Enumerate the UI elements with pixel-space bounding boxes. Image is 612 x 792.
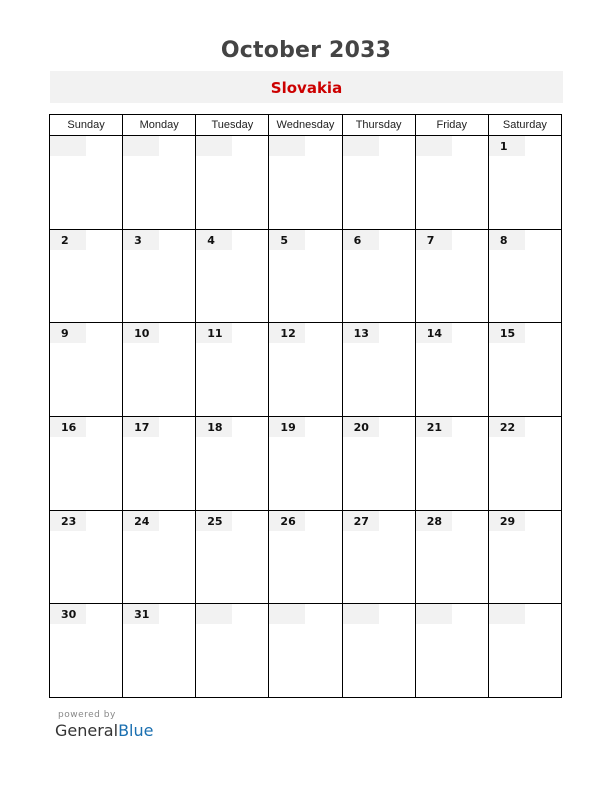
day-cell: [123, 416, 196, 510]
day-cell: [269, 416, 342, 510]
day-number: 6: [353, 233, 362, 247]
day-cell: [50, 323, 123, 417]
day-cell: [415, 604, 488, 698]
day-cell: [269, 510, 342, 604]
day-cell: [196, 229, 269, 323]
day-cell: [269, 229, 342, 323]
day-number-box: [50, 230, 86, 250]
week-row: [50, 604, 562, 698]
day-number-box: [416, 417, 452, 437]
brand-general-text: General: [55, 721, 119, 740]
day-cell: [123, 136, 196, 230]
day-cell: [196, 136, 269, 230]
day-number-box: [50, 136, 86, 156]
day-cell: [50, 604, 123, 698]
calendar-title: October 2033: [220, 38, 392, 63]
day-number: 2: [61, 233, 69, 247]
day-number: 3: [134, 233, 142, 247]
day-number: 23: [61, 514, 77, 528]
day-cell: [342, 323, 415, 417]
day-cell: [123, 323, 196, 417]
day-number: 5: [280, 233, 289, 247]
day-cell: [488, 229, 561, 323]
weekday-wednesday: Wednesday: [269, 115, 342, 136]
day-number-box: [343, 136, 379, 156]
day-number-box: [50, 604, 86, 624]
day-cell: [488, 510, 561, 604]
day-number-box: [489, 417, 525, 437]
day-number-box: [196, 230, 232, 250]
day-number: 24: [134, 514, 150, 528]
day-number-box: [343, 417, 379, 437]
day-number-box: [123, 604, 159, 624]
brand-blue-text: Blue: [118, 721, 154, 740]
day-number: 25: [207, 514, 223, 528]
week-row: [50, 229, 562, 323]
day-cell: [50, 510, 123, 604]
day-number-box: [489, 323, 525, 343]
week-row: [50, 136, 562, 230]
day-number-box: [416, 604, 452, 624]
day-number-box: [343, 511, 379, 531]
day-cell: [488, 604, 561, 698]
day-cell: [50, 136, 123, 230]
day-number-box: [196, 417, 232, 437]
day-number-box: [50, 511, 86, 531]
weekday-header-row: [50, 115, 562, 136]
day-number: 27: [353, 514, 369, 528]
country-name: Slovakia: [270, 79, 343, 97]
day-number-box: [50, 417, 86, 437]
day-number: 13: [353, 327, 369, 341]
day-cell: [196, 510, 269, 604]
day-number: 15: [499, 327, 516, 341]
weekday-saturday: Saturday: [488, 115, 561, 136]
day-number: 1: [499, 140, 508, 153]
week-row: [50, 323, 562, 417]
country-banner: [50, 71, 563, 103]
day-cell: [415, 510, 488, 604]
day-number-box: [123, 511, 159, 531]
weekday-monday: Monday: [123, 115, 196, 136]
day-number-box: [416, 323, 452, 343]
day-number-box: [416, 511, 452, 531]
day-number: 7: [426, 233, 435, 247]
day-number: 18: [207, 420, 223, 434]
day-number-box: [343, 230, 379, 250]
day-number-box: [196, 511, 232, 531]
day-cell: [196, 323, 269, 417]
day-cell: [269, 323, 342, 417]
week-row: [50, 416, 562, 510]
day-number-box: [123, 136, 159, 156]
day-cell: [342, 416, 415, 510]
day-cell: [196, 416, 269, 510]
day-number-box: [343, 323, 379, 343]
day-cell: [342, 136, 415, 230]
weekday-thursday: Thursday: [342, 115, 415, 136]
day-cell: [415, 416, 488, 510]
day-number: 20: [353, 420, 369, 434]
day-cell: [342, 604, 415, 698]
day-number-box: [269, 323, 305, 343]
day-number-box: [196, 136, 232, 156]
day-cell: [269, 604, 342, 698]
day-number: 21: [426, 420, 443, 434]
day-number-box: [343, 604, 379, 624]
day-number-box: [489, 511, 525, 531]
day-number: 17: [134, 420, 150, 434]
day-number: 22: [499, 420, 516, 434]
day-number-box: [123, 417, 159, 437]
day-cell: [415, 323, 488, 417]
day-cell: [342, 510, 415, 604]
day-number: 4: [207, 233, 215, 247]
day-number-box: [269, 136, 305, 156]
day-number-box: [416, 230, 452, 250]
day-number-box: [416, 136, 452, 156]
day-number-box: [50, 323, 86, 343]
day-cell: [123, 604, 196, 698]
day-number-box: [269, 604, 305, 624]
weekday-tuesday: Tuesday: [196, 115, 269, 136]
day-number: 19: [280, 420, 296, 434]
calendar-grid: [49, 114, 562, 698]
day-number-box: [123, 323, 159, 343]
day-cell: [415, 136, 488, 230]
day-number-box: [489, 604, 525, 624]
day-cell: [342, 229, 415, 323]
day-number: 26: [280, 514, 296, 528]
generalblue-logo[interactable]: [55, 721, 153, 740]
day-number: 31: [134, 608, 150, 622]
day-number-box: [489, 230, 525, 250]
day-cell: [50, 229, 123, 323]
day-number: 16: [61, 420, 77, 434]
weekday-sunday: Sunday: [50, 115, 123, 136]
day-number: 10: [134, 327, 150, 341]
day-number-box: [269, 417, 305, 437]
day-cell: [488, 416, 561, 510]
day-cell: [123, 510, 196, 604]
day-number-box: [123, 230, 159, 250]
day-cell: [415, 229, 488, 323]
week-row: [50, 510, 562, 604]
day-number: 12: [280, 327, 296, 341]
day-number-box: [269, 511, 305, 531]
day-number-box: [269, 230, 305, 250]
day-number: 14: [426, 327, 443, 341]
day-cell: [269, 136, 342, 230]
day-number: 28: [426, 514, 443, 528]
day-cell: [488, 136, 561, 230]
day-number-box: [489, 136, 525, 156]
day-cell: [123, 229, 196, 323]
day-cell: [50, 416, 123, 510]
weekday-friday: Friday: [415, 115, 488, 136]
day-cell: [196, 604, 269, 698]
day-number: 29: [499, 514, 516, 528]
day-number: 8: [499, 233, 508, 247]
day-cell: [488, 323, 561, 417]
day-number-box: [196, 604, 232, 624]
day-number: 30: [61, 608, 77, 622]
day-number-box: [196, 323, 232, 343]
day-number: 9: [61, 327, 69, 341]
day-number: 11: [207, 327, 223, 341]
powered-by-text: powered by: [58, 710, 116, 720]
